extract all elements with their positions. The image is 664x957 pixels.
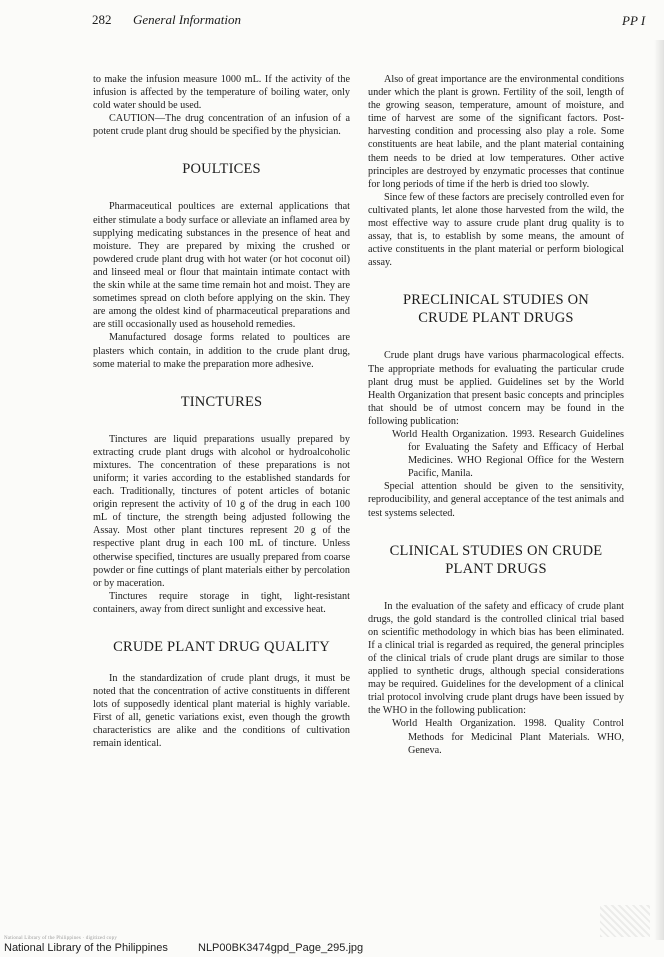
poultices-paragraph: Pharmaceutical poultices are external applications that either stimulate a body surface or alleviate an inflamed area by supplying medicating substances in the presence of heat and moisture. They are prepared by mixing the crushed or powdered crude plant drug with hot water (or hot coconut oil) and linseed meal or flour that maintain intimate contact with the skin while at the same time remain hot and moist. They are sometimes spread on cloth before applying on the skin. They are among the oldest kind of pharmaceutical preparations and are still occasionally used as household remedies. bbox=[93, 201, 350, 331]
drug-quality-heading: CRUDE PLANT DRUG QUALITY bbox=[113, 639, 330, 655]
footer-filename: NLP00BK3474gpd_Page_295.jpg bbox=[198, 942, 364, 954]
running-title: General Information bbox=[133, 12, 241, 27]
clinical-reference: World Health Organization. 1998. Quality Control Methods for Medicinal Plant Materials. WHO, Geneva. bbox=[392, 718, 624, 756]
left-column bbox=[93, 73, 350, 751]
tincture-storage-paragraph: Tinctures require storage in tight, light-resistant containers, away from direct sunlight and excessive heat. bbox=[93, 590, 350, 615]
footer-stamp: National Library of the Philippines · digitized copy bbox=[4, 936, 118, 941]
drug-quality-paragraph: In the standardization of crude plant drugs, it must be noted that the concentration of active constituents in different lots of supposedly identical plant material is highly variable. First of all, genetic variations exist, even though the growth characteristics are alike and the conditions of cultivation remain identical. bbox=[93, 673, 350, 750]
right-column bbox=[368, 73, 624, 757]
preclinical-paragraph: Crude plant drugs have various pharmacological effects. The appropriate methods for evaluating the particular crude plant drug must be applied. Guidelines set by the World Health Organization that present basic concepts and principles that should be of utmost concern may be found in the following publication: bbox=[368, 350, 624, 427]
tinctures-heading: TINCTURES bbox=[180, 393, 263, 410]
section-code: PP I bbox=[622, 13, 646, 28]
special-attention-paragraph: Special attention should be given to the sensitivity, reproducibility, and general acceptance of the test animals and test systems selected. bbox=[368, 481, 624, 519]
clinical-heading-line-1: CLINICAL STUDIES ON CRUDE bbox=[389, 542, 603, 559]
poultices-heading: POULTICES bbox=[182, 161, 261, 178]
preclinical-heading-line-2: CRUDE PLANT DRUGS bbox=[418, 310, 574, 327]
scan-artifact bbox=[600, 905, 650, 937]
page-edge-shadow bbox=[654, 40, 664, 940]
plasters-paragraph: Manufactured dosage forms related to poultices are plasters which contain, in addition to the crude plant drug, some material to make the preparation more adhesive. bbox=[93, 332, 350, 370]
preclinical-reference: World Health Organization. 1993. Research Guidelines for Evaluating the Safety and Efficacy of Herbal Medicines. WHO Regional Office for the Western Pacific, Manila. bbox=[392, 428, 624, 480]
infusion-continuation-paragraph: to make the infusion measure 1000 mL. If the activity of the infusion is affected by the temperature of boiling water, only cold water should be used. bbox=[93, 74, 350, 112]
clinical-heading-line-2: PLANT DRUGS bbox=[445, 560, 547, 577]
environmental-conditions-paragraph: Also of great importance are the environmental conditions under which the plant is grown. Fertility of the soil, length of the growing season, temperature, amount of moisture, and time of harvest are some of the significant factors. Post-harvesting condition and processing also play a role. Some constituents are heat labile, and the plant material containing them needs to be dried at low temperatures. Other active principles are destroyed by enzymatic processes that continue for long periods of time if the herb is dried too slowly. bbox=[368, 74, 624, 190]
footer-library-name: National Library of the Philippines bbox=[4, 942, 168, 954]
preclinical-heading-line-1: PRECLINICAL STUDIES ON bbox=[403, 292, 589, 309]
tinctures-paragraph: Tinctures are liquid preparations usually prepared by extracting crude plant drugs with alcohol or hydroalcoholic mixtures. The concentration of these preparations is not uniform; it varies according to the established standards for each. Traditionally, tinctures of potent articles of botanic origin represent the activity of 10 g of the drug in each 100 mL of tincture, the strength being adjusted following the Assay. Most other plant tinctures represent 20 g of the respective plant drug in each 100 mL of tincture. Unless otherwise specified, tinctures are usually prepared from coarse powder or fine cuttings of plant materials either by percolation or by maceration. bbox=[93, 433, 350, 589]
page-number: 282 bbox=[92, 12, 112, 27]
assay-paragraph: Since few of these factors are precisely controlled even for cultivated plants, let alone those harvested from the wild, the most effective way to assure crude plant drug quality is to assay, that is, to establish by some means, the amount of active constituents in the plant material or perform biological assay. bbox=[368, 191, 624, 269]
caution-paragraph: CAUTION—The drug concentration of an infusion of a potent crude plant drug should be specified by the physician. bbox=[93, 113, 350, 138]
clinical-paragraph: In the evaluation of the safety and efficacy of crude plant drugs, the gold standard is the controlled clinical trial based on scientific methodology in which bias has been eliminated. If a clinical trial is regarded as required, the general principles of the clinical trials of crude plant drugs are similar to those applied to synthetic drugs, although special considerations may be required. Guidelines for the development of a clinical trial protocol involving crude plant drugs have been issued by the WHO in the following publication: bbox=[368, 600, 624, 717]
